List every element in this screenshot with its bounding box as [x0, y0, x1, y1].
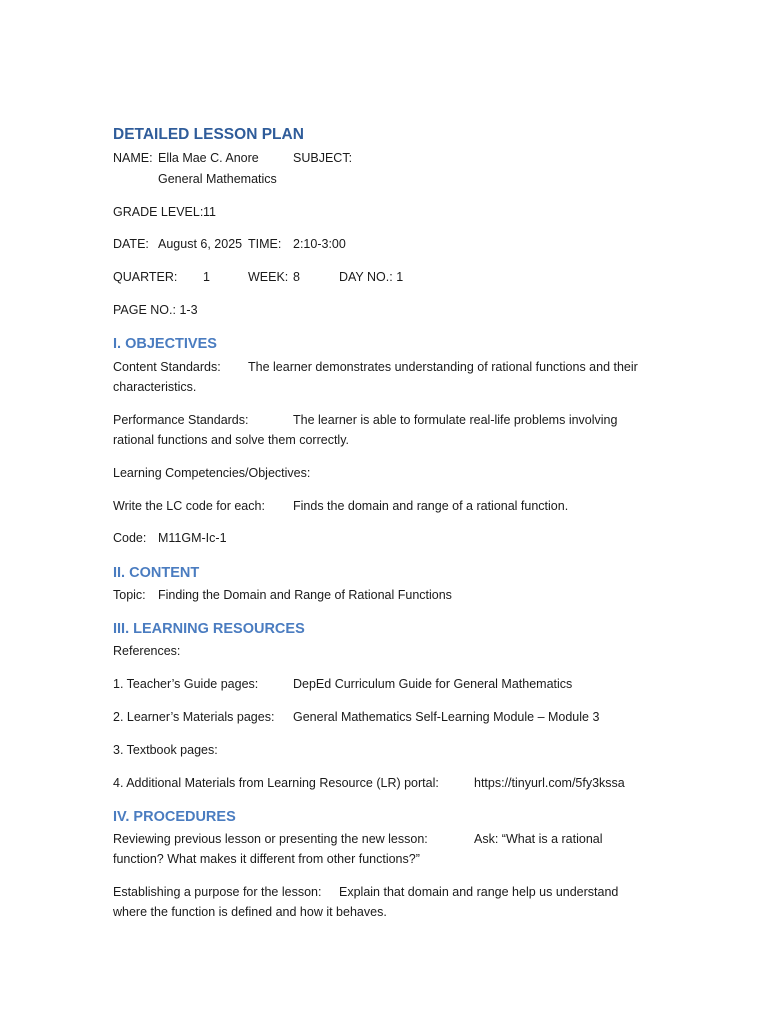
learners-materials-value: General Mathematics Self-Learning Module – Module 3 [293, 710, 600, 724]
grade-value: 11 [203, 205, 216, 219]
teachers-guide-value: DepEd Curriculum Guide for General Mathematics [293, 677, 573, 691]
quarter-label: QUARTER: [113, 270, 178, 284]
time-value: 2:10-3:00 [293, 237, 346, 251]
additional-materials-label: 4. Additional Materials from Learning Resource (LR) portal: [113, 776, 439, 790]
lc-label: Write the LC code for each: [113, 499, 265, 513]
objectives-heading: I. OBJECTIVES [113, 336, 217, 352]
teachers-guide-label: 1. Teacher’s Guide pages: [113, 677, 259, 691]
procedures-heading: IV. PROCEDURES [113, 809, 236, 825]
topic-value: Finding the Domain and Range of Rational Functions [158, 588, 452, 602]
name-label: NAME: [113, 151, 153, 165]
lc-value: Finds the domain and range of a rational function. [293, 499, 569, 513]
date-label: DATE: [113, 237, 149, 251]
topic-label: Topic: [113, 588, 146, 602]
competencies-label: Learning Competencies/Objectives: [113, 466, 311, 480]
purpose-label: Establishing a purpose for the lesson: [113, 885, 322, 899]
review-value: Ask: “What is a rational [474, 832, 603, 846]
learners-materials-label: 2. Learner’s Materials pages: [113, 710, 275, 724]
week-value: 8 [293, 270, 300, 284]
performance-standards-value: The learner is able to formulate real-life problems involving [293, 413, 618, 427]
resources-heading: III. LEARNING RESOURCES [113, 621, 305, 637]
grade-label: GRADE LEVEL: [113, 205, 204, 219]
date-value: August 6, 2025 [158, 237, 243, 251]
performance-standards-label: Performance Standards: [113, 413, 249, 427]
time-label: TIME: [248, 237, 282, 251]
content-standards-value: The learner demonstrates understanding of rational functions and their [248, 360, 638, 374]
content-standards-label: Content Standards: [113, 360, 221, 374]
subject-value: General Mathematics [158, 172, 277, 186]
page-number: PAGE NO.: 1-3 [113, 303, 198, 317]
code-label: Code: [113, 531, 147, 545]
name-row [113, 148, 153, 168]
performance-standards-value-cont: rational functions and solve them correctly. [113, 433, 349, 447]
subject-label: SUBJECT: [293, 151, 353, 165]
references-label: References: [113, 644, 181, 658]
content-standards-value-cont: characteristics. [113, 380, 197, 394]
purpose-value: Explain that domain and range help us understand [339, 885, 619, 899]
quarter-value: 1 [203, 270, 210, 284]
week-label: WEEK: [248, 270, 289, 284]
review-label: Reviewing previous lesson or presenting the new lesson: [113, 832, 428, 846]
name-value: Ella Mae C. Anore [158, 151, 259, 165]
day-label: DAY NO.: 1 [339, 270, 404, 284]
code-value: M11GM-Ic-1 [158, 531, 227, 545]
document-title: DETAILED LESSON PLAN [113, 126, 304, 143]
content-heading: II. CONTENT [113, 565, 200, 581]
textbook-label: 3. Textbook pages: [113, 743, 218, 757]
review-value-cont: function? What makes it different from other functions?” [113, 852, 420, 866]
additional-materials-link[interactable]: https://tinyurl.com/5fy3kssa [474, 776, 625, 790]
purpose-value-cont: where the function is defined and how it behaves. [113, 905, 387, 919]
